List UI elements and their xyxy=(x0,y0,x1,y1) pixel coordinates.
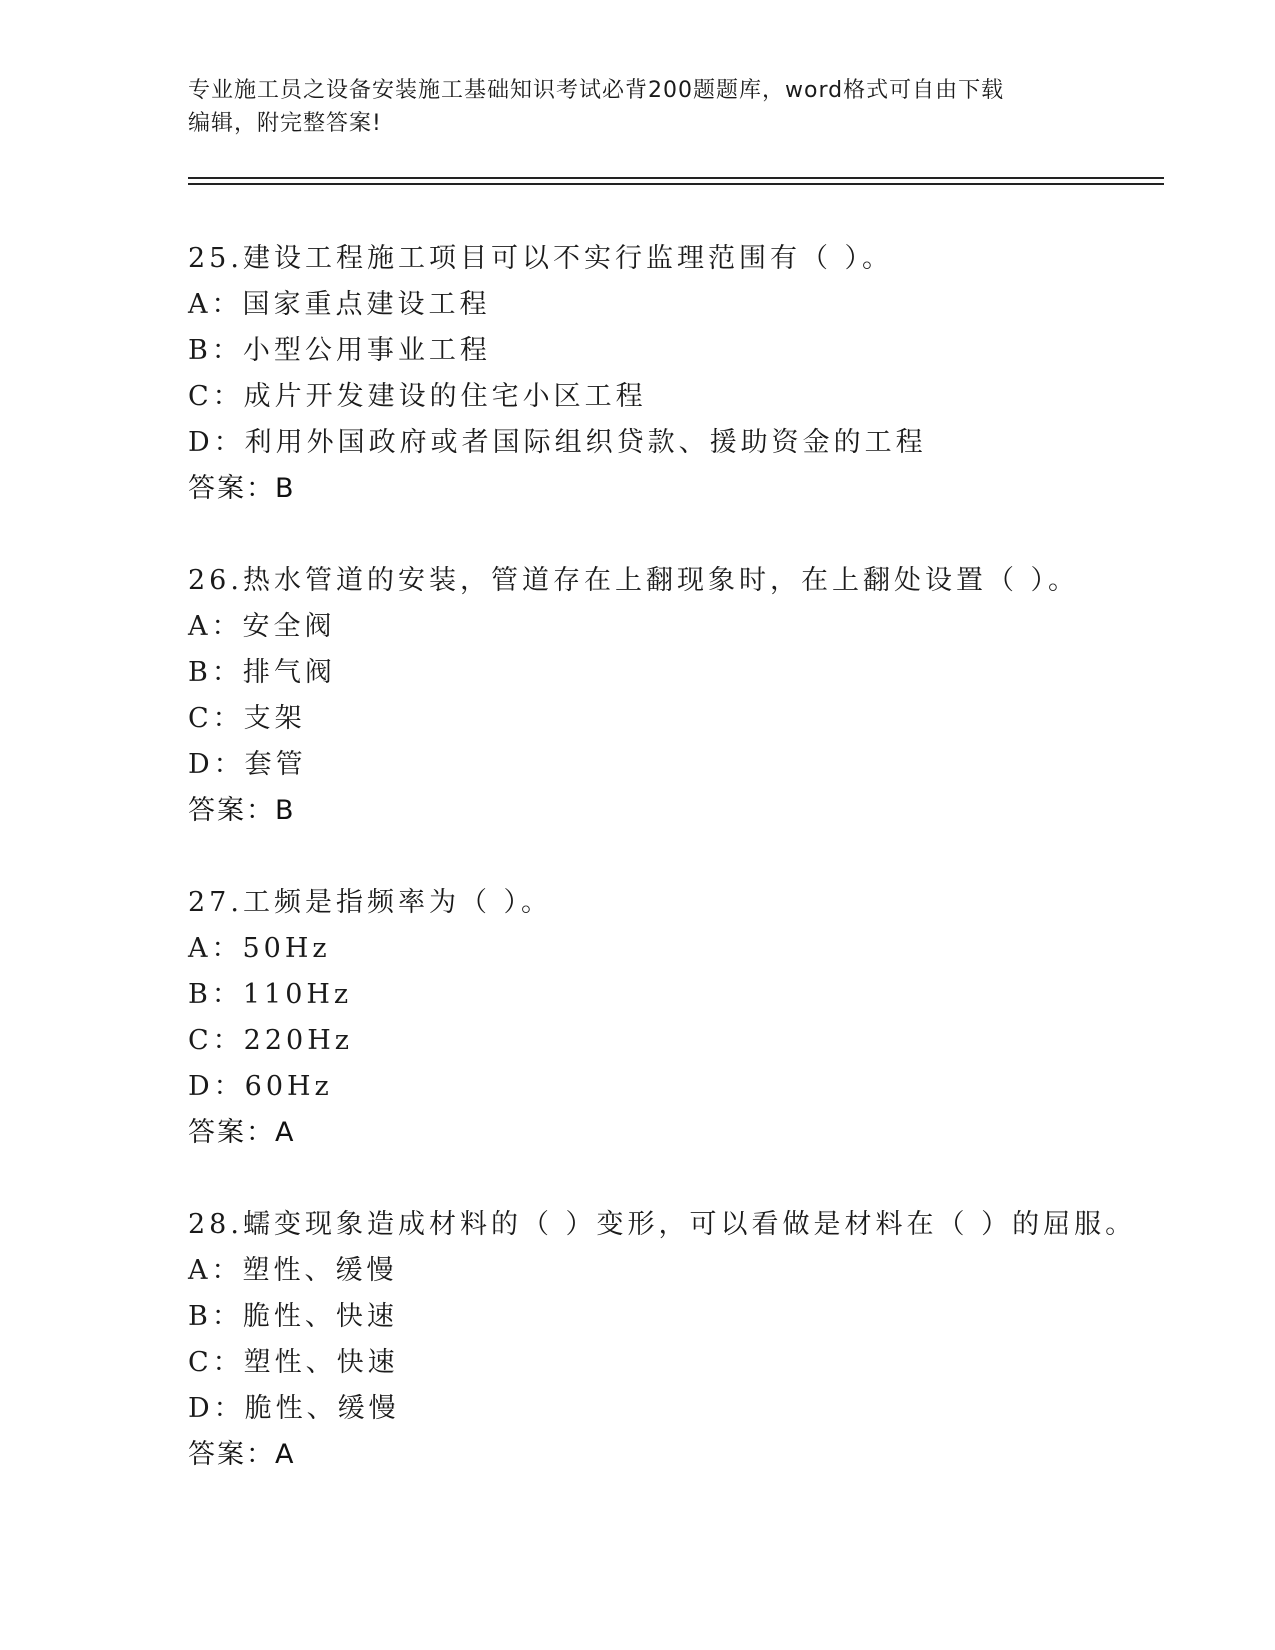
question-27 xyxy=(188,880,1188,1202)
question-26 xyxy=(188,558,1188,880)
header-title-line-2: 编辑，附完整答案! xyxy=(188,111,382,136)
header-divider-bottom xyxy=(188,183,1164,185)
option-a: A：塑性、缓慢 xyxy=(188,1255,398,1286)
header-title-line-1: 专业施工员之设备安装施工基础知识考试必背200题题库，word格式可自由下载 xyxy=(188,78,1005,103)
header-divider-top xyxy=(188,177,1164,179)
answer: 答案：B xyxy=(188,473,296,504)
option-d: D：套管 xyxy=(188,749,307,780)
answer: 答案：A xyxy=(188,1117,296,1148)
option-c: C：220Hz xyxy=(188,1025,353,1056)
option-d: D：60Hz xyxy=(188,1071,333,1102)
question-list xyxy=(188,236,1188,1524)
option-a: A：国家重点建设工程 xyxy=(188,289,491,320)
document-header xyxy=(188,74,1088,140)
question-25 xyxy=(188,236,1188,558)
answer: 答案：A xyxy=(188,1439,296,1470)
question-stem: 25.建设工程施工项目可以不实行监理范围有（ ）。 xyxy=(188,243,894,274)
question-stem: 26.热水管道的安装，管道存在上翻现象时，在上翻处设置（ ）。 xyxy=(188,565,1080,596)
option-b: B：小型公用事业工程 xyxy=(188,335,491,366)
option-b: B：脆性、快速 xyxy=(188,1301,398,1332)
option-c: C：支架 xyxy=(188,703,306,734)
option-c: C：塑性、快速 xyxy=(188,1347,399,1378)
option-b: B：排气阀 xyxy=(188,657,336,688)
option-c: C：成片开发建设的住宅小区工程 xyxy=(188,381,647,412)
question-stem: 28.蠕变现象造成材料的（ ）变形，可以看做是材料在（ ）的屈服。 xyxy=(188,1209,1137,1240)
question-28 xyxy=(188,1202,1188,1524)
question-stem: 27.工频是指频率为（ ）。 xyxy=(188,887,553,918)
answer: 答案：B xyxy=(188,795,296,826)
option-d: D：利用外国政府或者国际组织贷款、援助资金的工程 xyxy=(188,427,927,458)
option-b: B：110Hz xyxy=(188,979,353,1010)
option-d: D：脆性、缓慢 xyxy=(188,1393,400,1424)
option-a: A：安全阀 xyxy=(188,611,336,642)
option-a: A：50Hz xyxy=(188,933,331,964)
